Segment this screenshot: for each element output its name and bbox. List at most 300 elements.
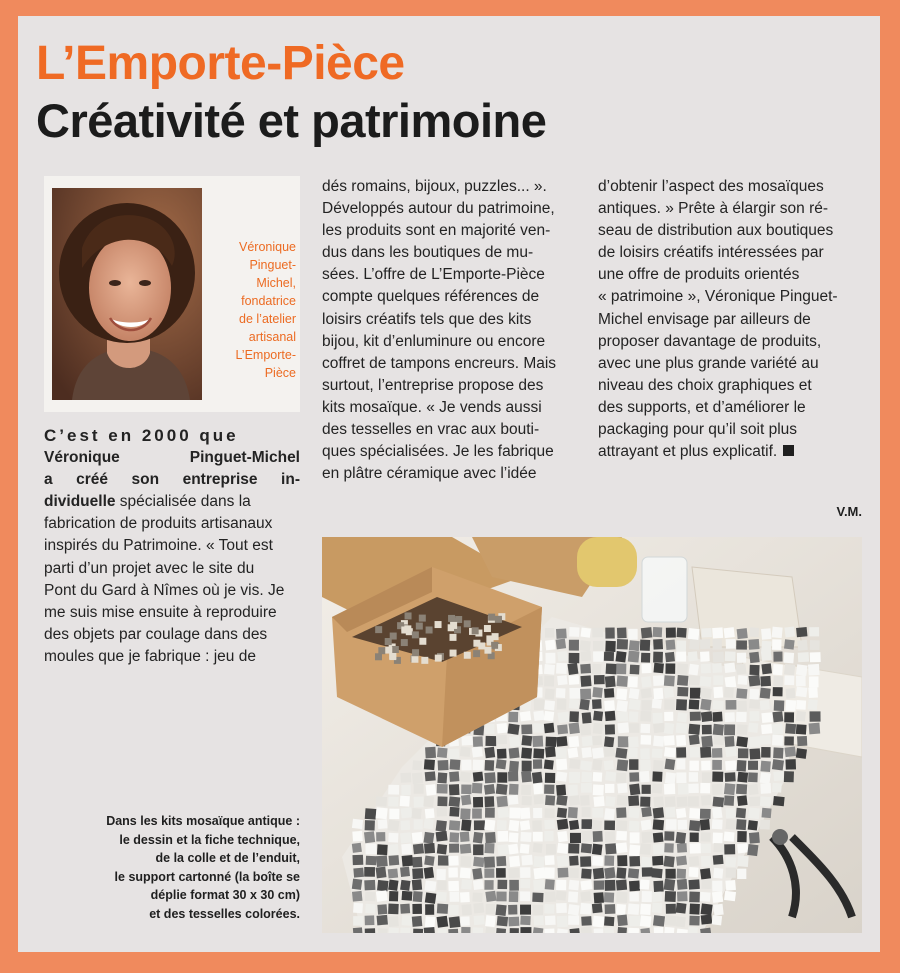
mosaic-tile [688,628,700,640]
mosaic-tile [558,711,570,723]
mosaic-tile [676,723,688,734]
mosaic-tile [641,627,653,638]
mosaic-tile [665,652,675,662]
mosaic-tile [425,771,436,781]
mosaic-tile [534,699,545,710]
mosaic-tile [605,676,616,688]
mosaic-tile [592,916,604,928]
box-tile [484,625,491,632]
mosaic-tile [377,915,388,925]
caption-line: et des tesselles colorées. [149,906,300,921]
mosaic-tile [677,797,688,808]
mosaic-tile [653,881,663,892]
mosaic-tile [712,771,723,781]
mosaic-tile [582,807,591,817]
mosaic-tile [772,783,782,793]
portrait-caption [212,238,296,382]
body-line: les produits sont en majorité ven- [322,222,551,240]
mosaic-tile [473,736,483,747]
mosaic-tile [605,880,616,891]
mosaic-tile [581,926,592,933]
mosaic-tile [570,833,581,843]
mosaic-tile [473,903,484,914]
mosaic-tile [436,820,447,832]
mosaic-tile [425,916,436,928]
mosaic-tile [496,892,506,902]
mosaic-tile [580,856,591,867]
mosaic-tile [582,736,594,747]
mosaic-tile [544,785,554,794]
mosaic-tile [796,687,808,698]
box-tile [404,625,411,632]
mosaic-tile [736,640,747,649]
mosaic-tile [664,856,675,868]
body-line: proposer davantage de produits, [598,332,822,350]
mosaic-tile [567,663,578,675]
mosaic-tile [353,868,364,878]
mosaic-tile [616,700,628,712]
mosaic-tile [414,784,424,794]
mosaic-tile [664,747,676,758]
mosaic-tile [736,808,746,818]
mosaic-tile [557,819,569,830]
mosaic-tile [424,759,435,770]
mosaic-tile [784,639,795,649]
mosaic-tile [436,869,445,880]
mosaic-tile [652,868,663,878]
mosaic-tile [688,784,699,794]
mosaic-tile [352,855,363,865]
mosaic-tile [618,736,629,747]
mosaic-tile [749,699,760,709]
mosaic-tile [545,891,556,902]
mosaic-tile [653,675,664,686]
caption-line: de l’atelier [239,312,296,326]
mosaic-tile [666,819,677,830]
mosaic-tile [736,688,747,698]
caption-line: déplie format 30 x 30 cm) [150,888,300,902]
mosaic-tile [736,664,747,675]
mosaic-tile [402,891,413,901]
mosaic-tile [497,880,507,889]
mosaic-tile [654,927,664,933]
mosaic-tile [484,747,495,759]
mosaic-tile [497,749,507,759]
box-tile [495,616,502,623]
mosaic-tile [544,831,553,841]
mosaic-tile [773,687,783,696]
caption-line: fondatrice [241,294,296,308]
body-line: des objets par coulage dans des [44,625,268,643]
mosaic-tile [630,832,640,843]
mosaic-tile [533,808,542,818]
mosaic-tile [581,783,592,793]
body-line: me suis mise ensuite à reproduire [44,603,277,621]
mosaic-tile [580,880,592,890]
mosaic-tile [496,856,506,866]
mosaic-tile [724,795,734,805]
mosaic-tile [569,868,579,878]
box-tile [375,626,382,633]
mosaic-tile [808,687,818,698]
mosaic-tile [510,928,519,933]
mosaic-tile [485,808,495,818]
mosaic-tile [353,916,363,926]
mosaic-tile [449,820,460,830]
mosaic-tile [449,905,459,915]
mosaic-tile [438,760,449,771]
mosaic-tile [666,904,676,914]
mosaic-tile [461,819,471,831]
mosaic-tile [498,808,509,819]
mosaic-tile [736,736,748,747]
mosaic-tile [666,628,676,638]
mosaic-tile [520,820,531,830]
mosaic-tile [712,760,722,770]
body-line: une offre de produits orientés [598,266,800,284]
caption-line: le dessin et la fiche technique, [119,832,300,847]
mosaic-tile [568,807,578,818]
mosaic-tile [773,771,783,781]
mosaic-tile [485,891,496,902]
mosaic-tile [604,916,614,926]
mosaic-tile [533,867,545,879]
mosaic-tile [760,783,771,794]
mosaic-tile [748,675,760,687]
mosaic-tile [676,903,687,914]
box-tile [378,647,385,654]
mosaic-tile [472,892,482,902]
lead-bold-line: a créé son entreprise in- [44,471,300,489]
mosaic-tile [737,843,748,853]
mosaic-tile [448,881,459,891]
mosaic-tile [689,761,698,771]
mosaic-tile [412,916,423,927]
mosaic-tile [689,675,700,685]
mosaic-tile [365,928,376,933]
mosaic-tile [713,797,725,808]
mosaic-tile [640,640,650,651]
mosaic-tile [484,856,495,867]
body-line: niveau des choix graphiques et [598,376,812,394]
mosaic-tile [629,845,640,857]
mosaic-tile [772,723,784,735]
mosaic-tile [604,700,615,711]
mosaic-tile [412,760,422,770]
mosaic-tile [725,760,736,770]
mosaic-tile [629,856,640,866]
mosaic-tile [532,772,543,784]
mosaic-tile [736,784,747,794]
mosaic-tile [664,687,675,698]
mosaic-tile [366,856,377,865]
mosaic-tile [653,736,664,747]
mosaic-tile [437,748,448,758]
mosaic-tile [664,735,675,745]
mosaic-tile [400,832,412,843]
mosaic-tile [700,747,711,758]
mosaic-tile [665,807,675,818]
mosaic-tile [701,879,711,889]
mosaic-tile [797,736,807,746]
box-tile [412,649,419,656]
mosaic-tile [509,891,519,902]
mosaic-tile [473,772,484,782]
mosaic-tile [557,831,568,842]
mosaic-tile [521,735,532,746]
mosaic-tile [581,868,592,878]
mosaic-tile [665,869,675,879]
mosaic-tile [701,856,711,867]
mosaic-tile [520,927,531,933]
mosaic-tile [594,880,604,889]
mosaic-tile [568,891,578,902]
mosaic-tile [653,844,665,855]
mosaic-tile [641,676,652,688]
mosaic-tile [724,832,735,842]
mosaic-tile [784,747,796,758]
mosaic-tile [545,746,556,757]
mosaic-tile [604,808,615,820]
mosaic-tile [520,891,530,901]
mosaic-tile [604,736,614,747]
mosaic-tile [402,915,413,926]
mosaic-tile [748,784,759,795]
mosaic-tile [461,760,471,771]
mosaic-tile [810,711,821,721]
mosaic-tile [749,832,760,843]
mosaic-tile [592,664,602,675]
mosaic-tile [605,784,614,793]
box-tile [375,653,382,660]
mosaic-tile [581,651,592,661]
mosaic-tile [509,748,520,759]
mosaic-tile [496,759,507,769]
mosaic-tile [760,820,770,830]
mosaic-tile [714,843,725,853]
mosaic-tile [784,652,795,663]
mosaic-tile [593,641,604,651]
mosaic-tile [784,675,794,685]
mosaic-tile [604,820,615,830]
mosaic-tile [473,915,484,925]
mosaic-tile [472,746,483,757]
mosaic-tile [509,807,520,818]
mosaic-tile [618,722,630,733]
mosaic-tile [556,628,567,638]
mosaic-tile [701,711,713,722]
mosaic-tile [749,689,759,700]
mosaic-tile [798,652,809,662]
mosaic-tile [423,796,434,808]
box-tile [401,639,408,646]
mosaic-tile [520,867,531,878]
mosaic-tile [376,867,387,879]
mosaic-tile [556,880,566,890]
mosaic-tile [496,796,508,807]
mosaic-tile [713,855,724,865]
mosaic-tile [594,892,604,903]
box-tile [491,642,498,649]
mosaic-tile [725,880,736,891]
mosaic-tile [377,880,388,891]
mosaic-tile [748,723,758,733]
mosaic-tile [640,797,650,807]
mosaic-tile [713,904,723,916]
mosaic-tile [628,651,640,663]
mosaic-tile [449,784,460,795]
mosaic-tile [712,891,723,903]
body-line: compte quelques références de [322,288,540,306]
mosaic-tile [664,927,675,933]
mosaic-tile [642,891,652,902]
mosaic-tile [653,819,665,830]
mosaic-tile [725,772,736,782]
mosaic-tile [581,830,593,842]
mosaic-tile [556,736,568,747]
mosaic-tile [665,891,676,902]
mosaic-tile [544,711,554,722]
mosaic-tile [617,795,628,806]
mosaic-tile [629,759,638,770]
mosaic-tile [628,748,637,758]
mosaic-tile [749,748,760,759]
mosaic-tile [593,772,603,782]
mosaic-tile [449,807,459,817]
caption-line: le support cartonné (la boîte se [114,869,300,884]
mosaic-tile [701,761,711,771]
mosaic-tile [473,797,483,808]
mosaic-tile [676,699,687,710]
mosaic-tile [581,819,592,829]
mosaic-tile [544,904,554,914]
mosaic-tile [579,699,590,710]
mosaic-tile [713,675,723,684]
mosaic-tile [808,664,820,676]
mosaic-tile [568,904,580,915]
mosaic-tile [810,640,820,650]
mosaic-tile [557,651,568,662]
box-tile [473,640,480,647]
mosaic-tile [701,903,713,915]
mosaic-tile [604,747,615,757]
mosaic-tile [545,628,554,638]
box-tile [435,655,442,662]
mosaic-tile [545,773,555,783]
mixed-line [44,491,300,513]
mosaic-tile [508,795,519,805]
mosaic-tile [389,891,398,901]
mosaic-tile [748,639,759,650]
mosaic-tile [569,759,580,769]
mosaic-tile [592,844,603,856]
mosaic-tile [604,760,614,770]
mosaic-tile [737,653,746,663]
mosaic-tile [665,796,676,807]
mosaic-tile [581,916,592,926]
mosaic-tile [497,844,509,855]
mosaic-tile [724,891,736,902]
mosaic-tile [749,652,760,663]
mosaic-tile [737,855,748,867]
last-line [598,441,860,463]
mosaic-photo-caption [44,812,300,923]
mosaic-tile [737,628,748,639]
mosaic-tile [544,664,555,675]
mosaic-tile [760,772,771,784]
mosaic-tile [448,867,458,877]
mosaic-tile [473,927,484,933]
mosaic-tile [377,844,388,855]
mosaic-tile [556,891,567,901]
mosaic-tile [593,723,603,734]
mosaic-tile [689,892,700,903]
mosaic-tile [425,892,437,903]
mosaic-tile [378,819,388,829]
mosaic-tile [460,808,470,819]
mosaic-tile [413,891,423,902]
box-tile [411,656,418,663]
mosaic-tile [460,892,470,903]
mosaic-tile [556,688,566,698]
mosaic-tile [388,916,399,927]
mosaic-tile [641,663,651,673]
mosaic-tile [401,785,410,796]
mosaic-tile [677,663,689,674]
mosaic-tile [460,844,471,854]
mosaic-tile [485,724,494,734]
mosaic-tile [737,701,747,712]
mosaic-tile [629,723,639,733]
mosaic-tile [642,867,653,877]
mosaic-tile [617,855,627,866]
mosaic-tile [712,915,722,925]
mosaic-tile [629,688,640,699]
mosaic-tile [653,723,665,733]
mosaic-tile [652,903,662,913]
mosaic-tile [640,771,650,783]
mosaic-tile [796,627,807,637]
mosaic-tile [556,748,567,759]
mosaic-tile [508,771,518,781]
mosaic-tile [460,916,469,926]
author-signature: V.M. [836,504,862,519]
mosaic-tile [580,689,591,700]
mosaic-tile [556,759,567,771]
lead-line: C’est en 2000 que [44,426,239,445]
mosaic-tile [700,783,710,794]
mosaic-tile [413,929,423,933]
mosaic-tile [497,772,507,782]
mosaic-tile [629,640,640,651]
mosaic-tile [653,807,665,818]
mosaic-tile [796,748,807,759]
mosaic-tile [653,760,664,771]
mosaic-tile [652,699,662,709]
mosaic-tile [725,857,736,868]
mosaic-tile [569,880,580,891]
mosaic-tile [640,904,651,915]
mosaic-tile [568,915,579,924]
mosaic-tile [521,771,532,783]
mosaic-tile [449,771,459,781]
mosaic-tile [509,832,519,842]
body-line: d’obtenir l’aspect des mosaïques [598,178,824,195]
mosaic-tile [761,808,771,818]
mosaic-tile [365,808,377,819]
mosaic-tile [353,927,363,933]
mosaic-tile [569,699,579,709]
